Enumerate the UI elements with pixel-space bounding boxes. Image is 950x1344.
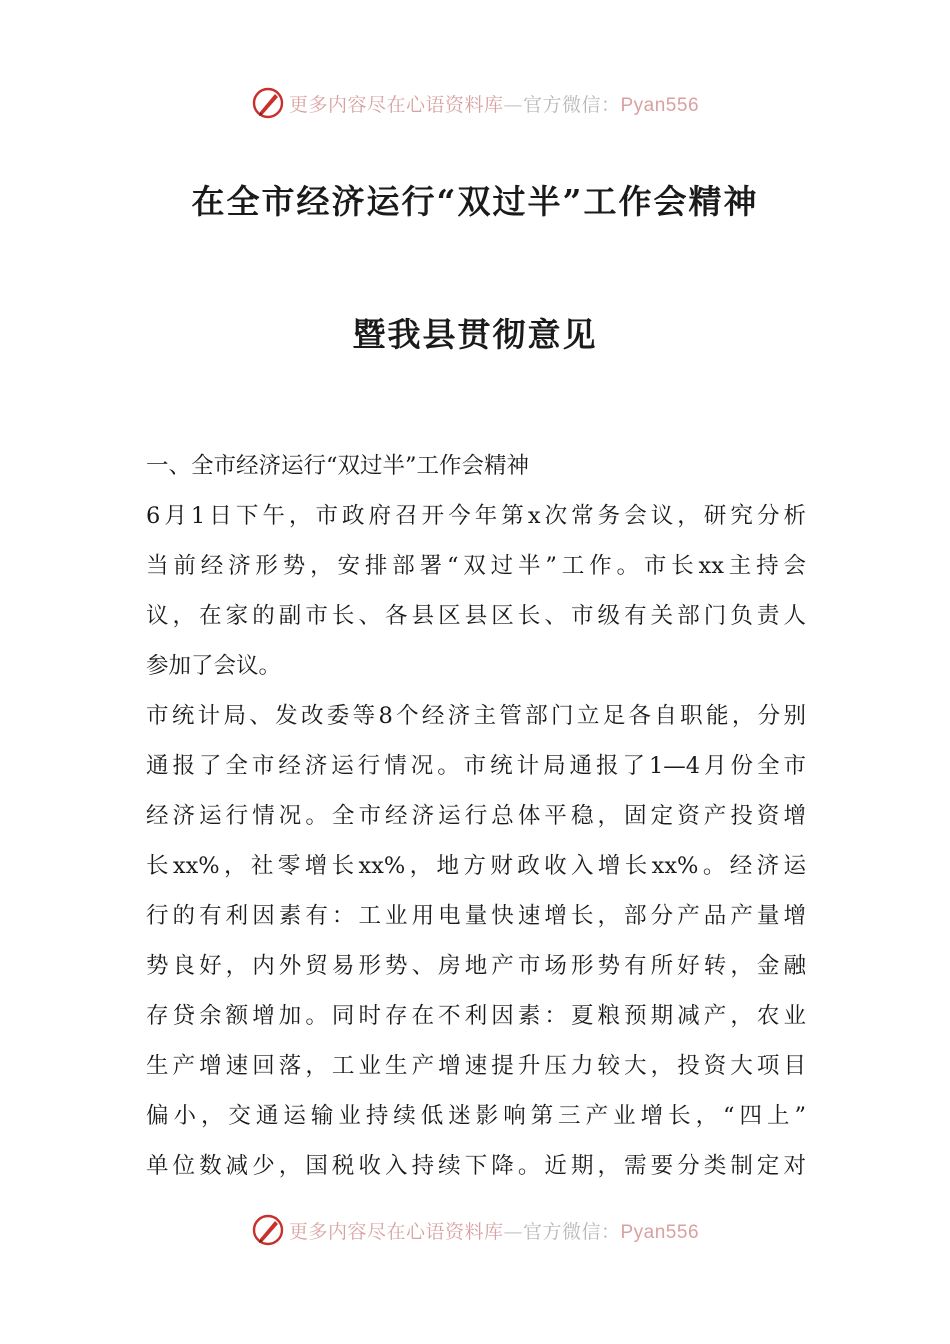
paragraph-line: 经济运行情况。全市经济运行总体平稳，固定资产投资增 — [146, 803, 806, 829]
footer-banner — [0, 1210, 950, 1250]
paragraph-line: 行的有利因素有：工业用电量快速增长，部分产品产量增 — [146, 903, 806, 929]
section-heading-text: 一、全市经济运行“双过半”工作会精神 — [146, 453, 530, 479]
banner-dash: — — [503, 93, 523, 116]
paragraph-2 — [146, 691, 806, 1191]
paragraph-line: 生产增速回落，工业生产增速提升压力较大，投资大项目 — [146, 1053, 806, 1079]
paragraph-1 — [146, 491, 806, 691]
paragraph-line: 参加了会议。 — [146, 653, 282, 679]
banner-text — [289, 1217, 699, 1244]
paragraph-line: 势良好，内外贸易形势、房地产市场形势有所好转，金融 — [146, 953, 806, 979]
paragraph-line: 当前经济形势，安排部署“双过半”工作。市长xx主持会 — [146, 553, 806, 579]
banner-wechat-id: Pyan556 — [620, 1221, 700, 1243]
document-title-line-1: 在全市经济运行“双过半”工作会精神 — [191, 182, 759, 221]
paragraph-line: 单位数减少，国税收入持续下降。近期，需要分类制定对 — [146, 1153, 806, 1179]
banner-text — [289, 90, 699, 117]
paragraph-line: 偏小，交通运输业持续低迷影响第三产业增长，“四上” — [146, 1103, 806, 1129]
pen-circle-logo-icon — [251, 86, 285, 120]
paragraph-line: 市统计局、发改委等8个经济主管部门立足各自职能，分别 — [146, 703, 806, 729]
banner-wechat-label: 官方微信： — [522, 93, 621, 116]
banner-dash: — — [503, 1220, 523, 1243]
header-banner — [0, 83, 950, 123]
pen-circle-logo-icon — [251, 1213, 285, 1247]
banner-wechat-label: 官方微信： — [522, 1220, 621, 1243]
paragraph-line: 长xx%，社零增长xx%，地方财政收入增长xx%。经济运 — [146, 853, 806, 879]
document-body — [146, 441, 806, 1191]
document-title-line-2: 暨我县贯彻意见 — [352, 315, 598, 354]
banner-main-text: 更多内容尽在心语资料库 — [288, 93, 504, 116]
paragraph-line: 议，在家的副市长、各县区县区长、市级有关部门负责人 — [146, 603, 806, 629]
section-heading — [146, 441, 806, 491]
paragraph-line: 存贷余额增加。同时存在不利因素：夏粮预期减产，农业 — [146, 1003, 806, 1029]
banner-main-text: 更多内容尽在心语资料库 — [288, 1220, 504, 1243]
banner-wechat-id: Pyan556 — [620, 94, 700, 116]
paragraph-line: 6月1日下午，市政府召开今年第x次常务会议，研究分析 — [146, 503, 806, 529]
paragraph-line: 通报了全市经济运行情况。市统计局通报了1—4月份全市 — [146, 753, 806, 779]
